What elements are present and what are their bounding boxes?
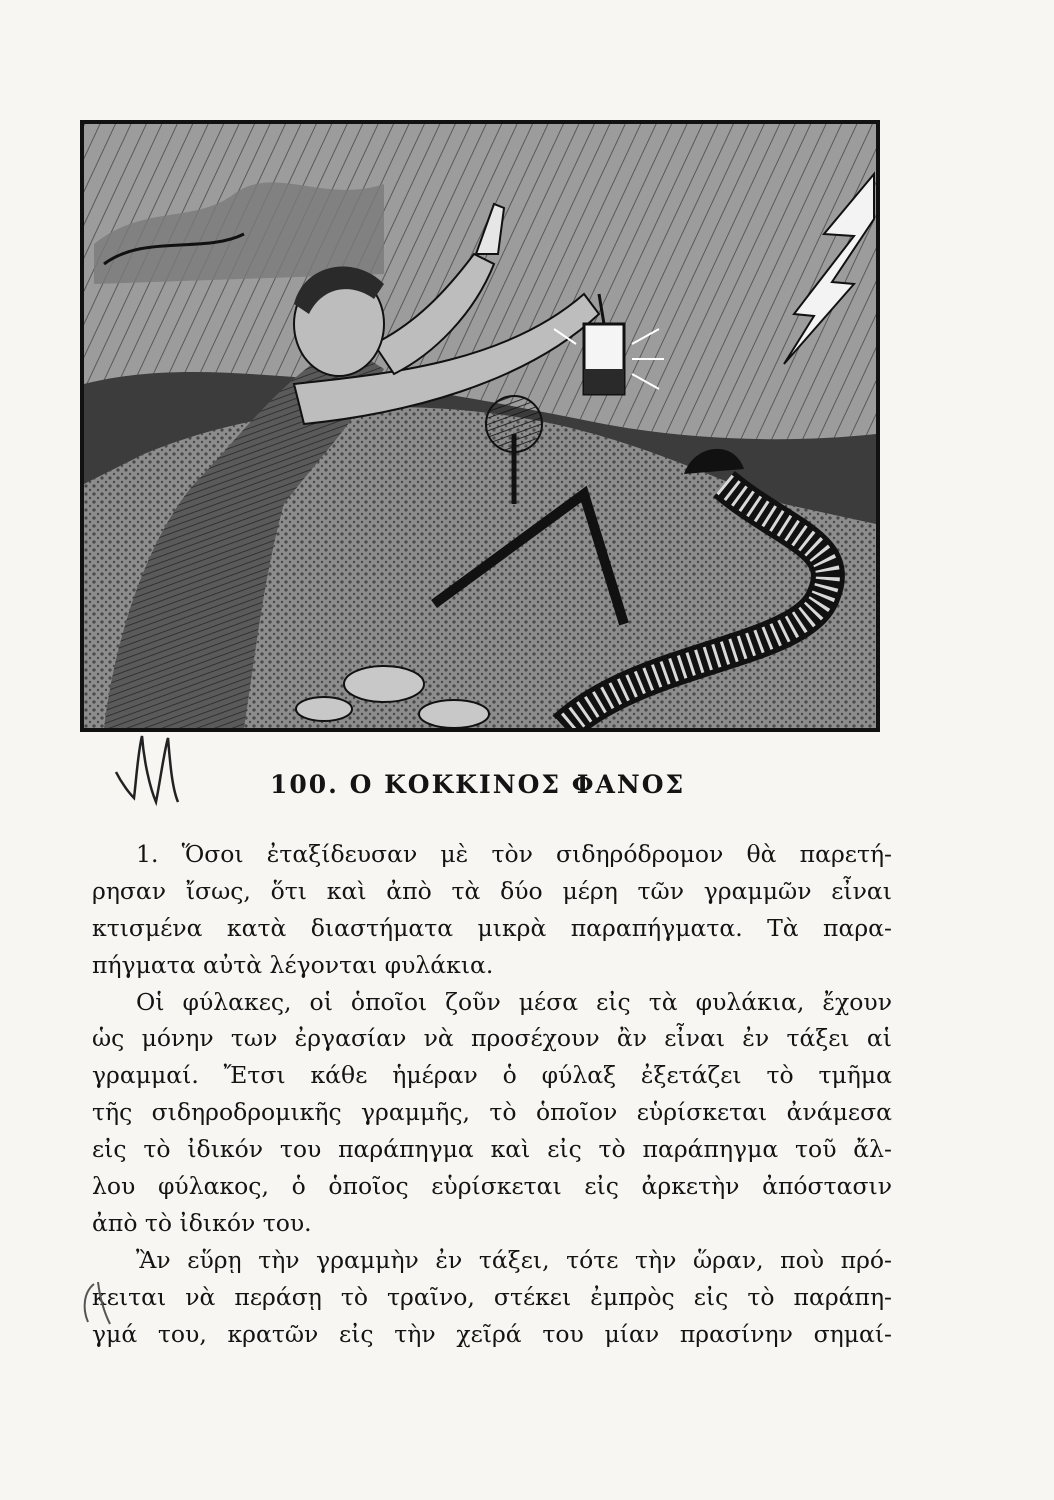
text-line: τῆς σιδηροδρομικῆς γραμμῆς, τὸ ὁποῖον εὑρίσκεται ἀνάμεσα bbox=[92, 1098, 892, 1127]
text-line: κτισμένα κατὰ διαστήματα μικρὰ παραπήγματα. Τὰ παρα- bbox=[92, 913, 892, 942]
text-line: γμά του, κρατῶν εἰς τὴν χεῖρά του μίαν πρασίνην σημαί- bbox=[92, 1319, 892, 1348]
text-line: γραμμαί. Ἔτσι κάθε ἡμέραν ὁ φύλαξ ἐξετάζει τὸ τμῆμα bbox=[92, 1061, 892, 1090]
text-line: ρησαν ἴσως, ὅτι καὶ ἀπὸ τὰ δύο μέρη τῶν γραμμῶν εἶναι bbox=[92, 876, 892, 905]
text-line: εἰς τὸ ἰδικόν του παράπηγμα καὶ εἰς τὸ παράπηγμα τοῦ ἄλ- bbox=[92, 1135, 892, 1164]
text-line: κειται νὰ περάσῃ τὸ τραῖνο, στέκει ἐμπρὸς εἰς τὸ παράπη- bbox=[92, 1282, 892, 1311]
body-text bbox=[92, 836, 892, 1352]
text-line: ἀπὸ τὸ ἰδικόν του. bbox=[92, 1208, 312, 1237]
text-line: 1. Ὅσοι ἐταξίδευσαν μὲ τὸν σιδηρόδρομον θὰ παρετή- bbox=[136, 840, 892, 868]
chapter-illustration bbox=[80, 120, 880, 732]
text-line: ὡς μόνην των ἐργασίαν νὰ προσέχουν ἂν εἶναι ἐν τάξει αἱ bbox=[92, 1024, 892, 1053]
text-line: πήγματα αὐτὰ λέγονται φυλάκια. bbox=[92, 950, 494, 979]
handwritten-mark-icon bbox=[112, 732, 192, 816]
storm-signalman-icon bbox=[84, 124, 876, 728]
text-line: Οἱ φύλακες, οἱ ὁποῖοι ζοῦν μέσα εἰς τὰ φυλάκια, ἔχουν bbox=[136, 987, 892, 1016]
chapter-title: 100. Ο ΚΟΚΚΙΝΟΣ ΦΑΝΟΣ bbox=[270, 770, 686, 799]
text-line: Ἂν εὕρῃ τὴν γραμμὴν ἐν τάξει, τότε τὴν ὥραν, ποὺ πρό- bbox=[136, 1245, 892, 1274]
handwritten-paragraph-mark-icon bbox=[74, 1278, 124, 1332]
text-line: λου φύλακος, ὁ ὁποῖος εὑρίσκεται εἰς ἀρκετὴν ἀπόστασιν bbox=[92, 1172, 892, 1201]
